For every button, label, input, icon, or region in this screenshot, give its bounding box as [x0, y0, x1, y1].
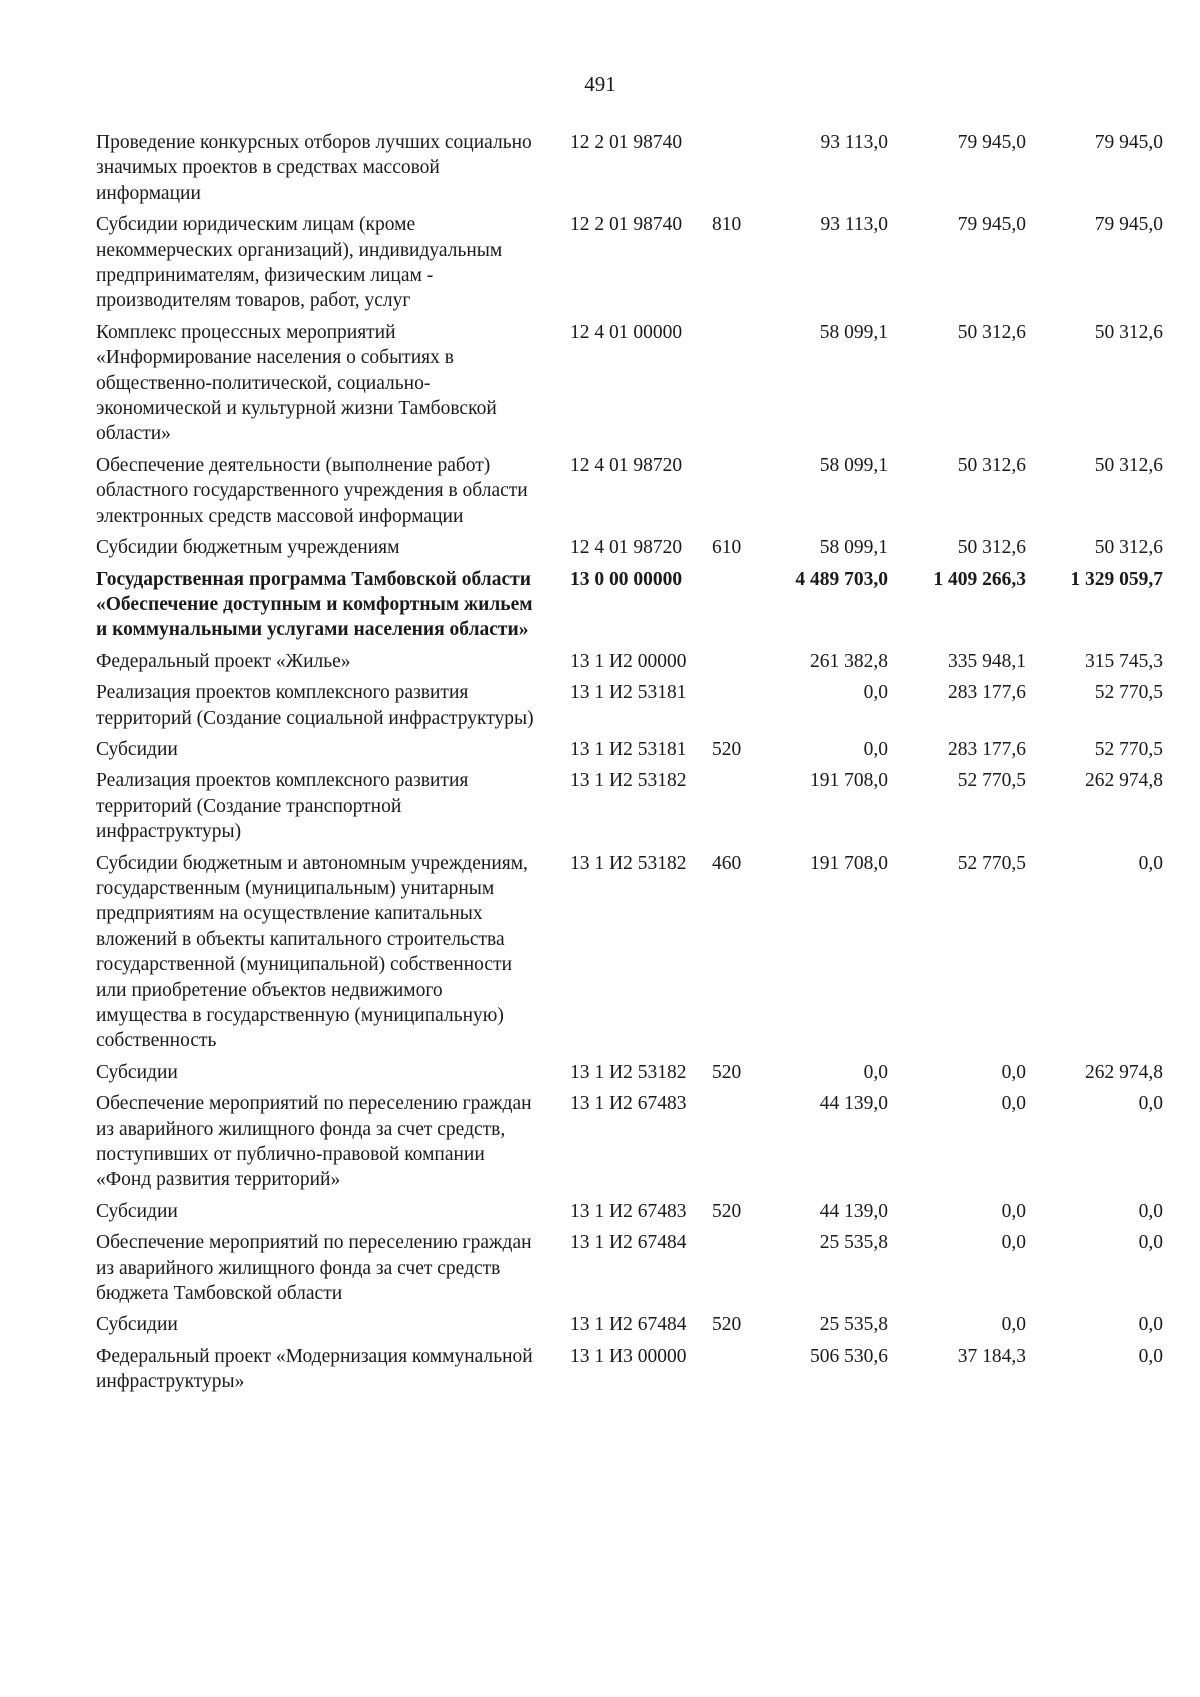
row-value-1: 25 535,8 [819, 1314, 888, 1336]
row-value-3: 0,0 [1138, 1200, 1163, 1222]
row-code: 13 1 И3 00000 [570, 1345, 687, 1367]
row-value-1: 58 099,1 [819, 321, 888, 343]
row-value-3: 0,0 [1138, 1314, 1163, 1336]
row-code: 13 1 И2 53182 [570, 770, 687, 792]
row-code: 13 0 00 00000 [570, 568, 683, 590]
row-value-1: 0,0 [863, 682, 888, 704]
table-row [0, 1312, 1200, 1337]
table-row [0, 320, 1200, 447]
table-row [0, 453, 1200, 529]
row-value-1: 261 382,8 [810, 650, 888, 672]
row-code: 13 1 И2 53182 [570, 852, 687, 874]
row-value-2: 37 184,3 [957, 1345, 1026, 1367]
row-description: Субсидии [96, 1061, 178, 1083]
row-value-2: 50 312,6 [957, 321, 1026, 343]
row-value-1: 93 113,0 [820, 132, 888, 153]
row-code: 13 1 И2 67483 [570, 1200, 687, 1222]
row-value-1: 25 535,8 [819, 1232, 888, 1254]
row-value-3: 1 329 059,7 [1070, 568, 1163, 590]
row-value-2: 335 948,1 [948, 650, 1026, 672]
row-expense-type: 460 [712, 852, 742, 874]
table-row [0, 649, 1200, 674]
row-value-1: 44 139,0 [819, 1200, 888, 1222]
row-value-1: 93 113,0 [820, 214, 888, 236]
row-value-3: 50 312,6 [1094, 321, 1163, 343]
row-value-2: 0,0 [1001, 1314, 1026, 1336]
row-expense-type: 810 [712, 214, 742, 236]
table-row [0, 737, 1200, 762]
row-value-3: 79 945,0 [1094, 214, 1163, 236]
budget-table [0, 130, 1200, 1401]
row-description: Реализация проектов комплексного развития территорий (Создание социальной инфраструктуры) [96, 682, 534, 729]
row-expense-type: 610 [712, 537, 742, 559]
row-value-1: 506 530,6 [810, 1345, 888, 1367]
row-description: Обеспечение мероприятий по переселению граждан из аварийного жилищного фонда за счет средств, поступивших от публично-правовой компании «Фонд развития территорий» [96, 1093, 532, 1191]
table-row [0, 1199, 1200, 1224]
row-description: Государственная программа Тамбовской области «Обеспечение доступным и комфортным жильем и коммунальными услугами населения области» [96, 568, 533, 641]
row-code: 13 1 И2 53182 [570, 1061, 687, 1083]
row-description: Федеральный проект «Модернизация коммунальной инфраструктуры» [96, 1345, 533, 1393]
row-value-3: 0,0 [1138, 1093, 1163, 1115]
row-value-3: 0,0 [1138, 852, 1163, 874]
row-value-1: 44 139,0 [819, 1093, 888, 1115]
table-row [0, 768, 1200, 844]
row-code: 13 1 И2 00000 [570, 650, 687, 672]
table-row [0, 1344, 1200, 1395]
row-code: 13 1 И2 67483 [570, 1093, 687, 1115]
row-description: Субсидии бюджетным и автономным учреждениям, государственным (муниципальным) унитарным предприятиям на осуществление капитальных вложений в объекты капитального строительства государственной (муниципальной) собственности или приобретение объектов недвижимого имущества в государственную (муниципальную) собственность [96, 852, 528, 1052]
row-description: Проведение конкурсных отборов лучших социально значимых проектов в средствах массовой информации [96, 132, 532, 204]
row-code: 13 1 И2 67484 [570, 1232, 687, 1254]
row-value-1: 191 708,0 [810, 770, 888, 792]
row-value-3: 52 770,5 [1094, 738, 1163, 760]
row-value-3: 262 974,8 [1085, 1061, 1163, 1083]
row-value-3: 262 974,8 [1085, 770, 1163, 792]
row-description: Субсидии [96, 738, 178, 760]
row-description: Субсидии бюджетным учреждениям [96, 537, 400, 559]
row-description: Субсидии [96, 1314, 178, 1336]
row-description: Комплекс процессных мероприятий «Информирование населения о событиях в общественно-политической, социально-экономической и культурной жизни Тамбовской области» [96, 321, 497, 445]
row-description: Обеспечение деятельности (выполнение работ) областного государственного учреждения в области электронных средств массовой информации [96, 454, 528, 527]
row-expense-type: 520 [712, 1200, 742, 1222]
row-code: 12 2 01 98740 [570, 132, 683, 153]
row-description: Федеральный проект «Жилье» [96, 650, 351, 672]
table-row [0, 851, 1200, 1054]
row-value-2: 79 945,0 [957, 132, 1026, 153]
row-value-1: 58 099,1 [819, 454, 888, 476]
row-value-2: 50 312,6 [957, 537, 1026, 559]
row-code: 13 1 И2 53181 [570, 738, 687, 760]
row-value-2: 0,0 [1001, 1061, 1026, 1083]
row-description: Обеспечение мероприятий по переселению граждан из аварийного жилищного фонда за счет средств бюджета Тамбовской области [96, 1232, 532, 1305]
table-row [0, 567, 1200, 643]
row-code: 13 1 И2 67484 [570, 1314, 687, 1336]
row-description: Реализация проектов комплексного развития территорий (Создание транспортной инфраструктуры) [96, 770, 469, 843]
row-value-2: 50 312,6 [957, 454, 1026, 476]
table-row [0, 680, 1200, 731]
row-code: 12 4 01 98720 [570, 537, 683, 559]
row-value-1: 191 708,0 [810, 852, 888, 874]
row-value-2: 52 770,5 [957, 770, 1026, 792]
row-expense-type: 520 [712, 1061, 742, 1083]
row-code: 12 2 01 98740 [570, 214, 683, 236]
row-code: 13 1 И2 53181 [570, 682, 687, 704]
row-value-1: 0,0 [863, 1061, 888, 1083]
row-value-3: 52 770,5 [1094, 682, 1163, 704]
row-value-1: 58 099,1 [819, 537, 888, 559]
row-expense-type: 520 [712, 738, 742, 760]
table-row [0, 1230, 1200, 1306]
row-value-3: 0,0 [1138, 1232, 1163, 1254]
row-value-3: 50 312,6 [1094, 454, 1163, 476]
row-value-2: 52 770,5 [957, 852, 1026, 874]
row-value-3: 0,0 [1138, 1345, 1163, 1367]
row-value-1: 0,0 [863, 738, 888, 760]
table-row [0, 212, 1200, 314]
row-expense-type: 520 [712, 1314, 742, 1336]
table-row [0, 1060, 1200, 1085]
row-value-2: 0,0 [1001, 1200, 1026, 1222]
row-value-2: 0,0 [1001, 1232, 1026, 1254]
row-value-2: 1 409 266,3 [933, 568, 1026, 590]
row-code: 12 4 01 98720 [570, 454, 683, 476]
row-value-3: 50 312,6 [1094, 537, 1163, 559]
row-value-1: 4 489 703,0 [795, 568, 888, 590]
row-description: Субсидии юридическим лицам (кроме некоммерческих организаций), индивидуальным предпринимателям, физическим лицам - производителям товаров, работ, услуг [96, 214, 503, 312]
row-value-2: 0,0 [1001, 1093, 1026, 1115]
row-value-3: 315 745,3 [1085, 650, 1163, 672]
row-value-2: 79 945,0 [957, 214, 1026, 236]
table-row [0, 130, 1200, 206]
page-number: 491 [584, 72, 616, 96]
row-code: 12 4 01 00000 [570, 321, 683, 343]
row-description: Субсидии [96, 1200, 178, 1222]
table-row [0, 535, 1200, 560]
table-row [0, 1091, 1200, 1193]
row-value-3: 79 945,0 [1094, 132, 1163, 153]
row-value-2: 283 177,6 [948, 682, 1026, 704]
row-value-2: 283 177,6 [948, 738, 1026, 760]
